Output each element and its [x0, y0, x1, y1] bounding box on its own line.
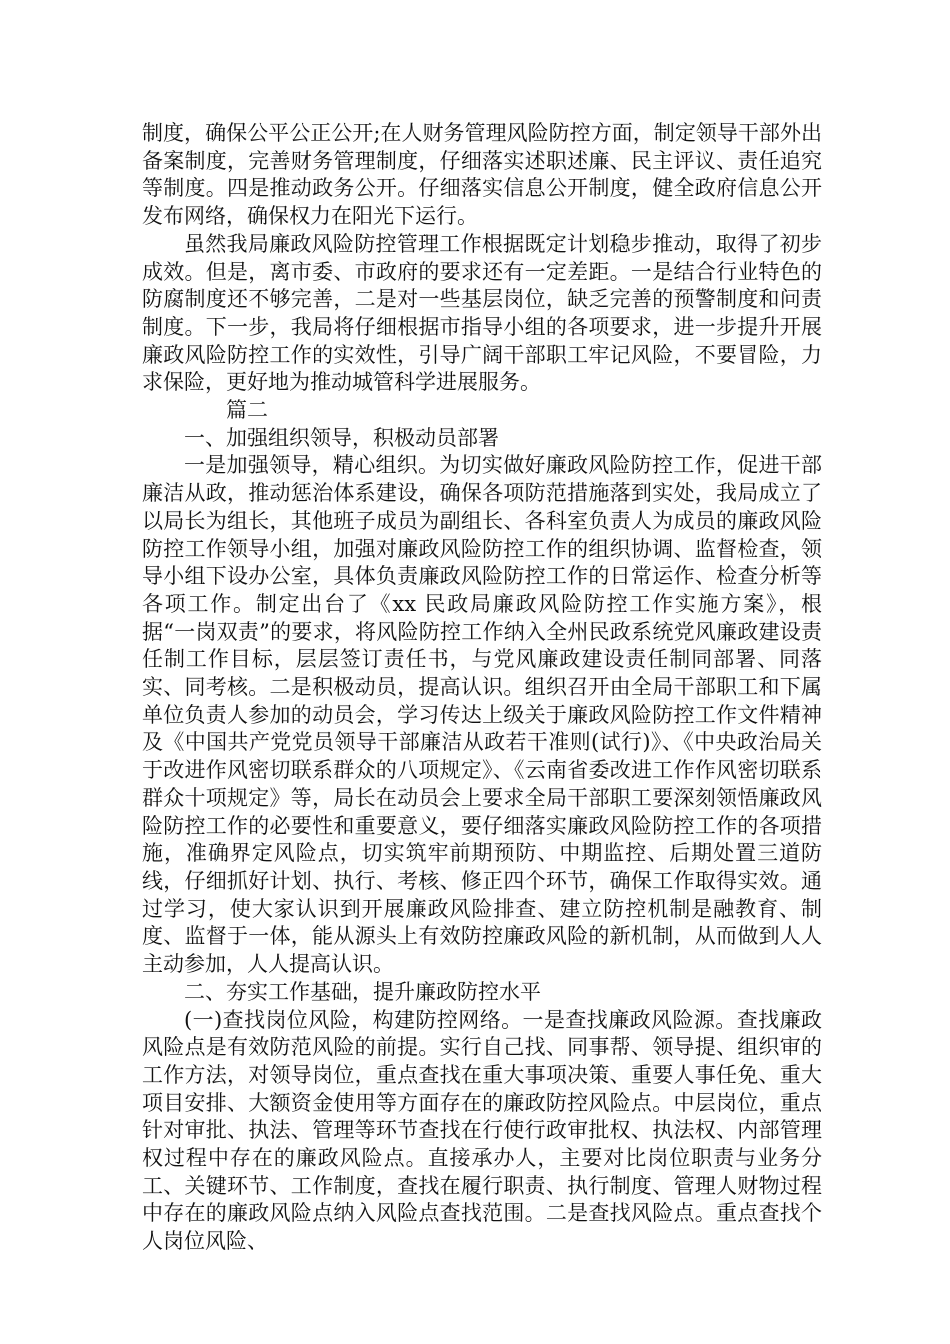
section-heading-2: 二、夯实工作基础，提升廉政防控水平	[184, 979, 541, 1004]
part-label: 篇二	[226, 398, 268, 423]
document-page	[142, 120, 822, 1256]
paragraph-leadership: 一是加强领导，精心组织。为切实做好廉政风险防控工作，促进干部廉洁从政，推动惩治体系建设，确保各项防范措施落到实处，我局成立了以局长为组长，其他班子成员为副组长、各科室负责人为成员的廉政风险防控工作领导小组，加强对廉政风险防控工作的组织协调、监督检查，领导小组下设办公室，具体负责廉政风险防控工作的日常运作、检查分析等各项工作。制定出台了《xx 民政局廉政风险防控工作实施方案》，根据“一岗双责”的要求，将风险防控工作纳入全州民政系统党风廉政建设责任制工作目标，层层签订责任书，与党风廉政建设责任制同部署、同落实、同考核。二是积极动员，提高认识。组织召开由全局干部职工和下属单位负责人参加的动员会，学习传达上级关于廉政风险防控工作文件精神及《中国共产党党员领导干部廉洁从政若干准则(试行)》、《中央政治局关于改进作风密切联系群众的八项规定》、《云南省委改进工作作风密切联系群众十项规定》等，局长在动员会上要求全局干部职工要深刻领悟廉政风险防控工作的必要性和重要意义，要仔细落实廉政风险防控工作的各项措施，准确界定风险点，切实筑牢前期预防、中期监控、后期处置三道防线，仔细抓好计划、执行、考核、修正四个环节，确保工作取得实效。通过学习，使大家认识到开展廉政风险排查、建立防控机制是融教育、制度、监督于一体，能从源头上有效防控廉政风险的新机制，从而做到人人主动参加，人人提高认识。	[142, 453, 822, 977]
paragraph-shortcomings: 虽然我局廉政风险防控管理工作根据既定计划稳步推动，取得了初步成效。但是，离市委、市政府的要求还有一定差距。一是结合行业特色的防腐制度还不够完善，二是对一些基层岗位，缺乏完善的预警制度和问责制度。下一步，我局将仔细根据市指导小组的各项要求，进一步提升开展廉政风险防控工作的实效性，引导广阔干部职工牢记风险，不要冒险，力求保险，更好地为推动城管科学进展服务。	[142, 231, 822, 395]
paragraph-continuation: 制度，确保公平公正公开;在人财务管理风险防控方面，制定领导干部外出备案制度，完善财务管理制度，仔细落实述职述廉、民主评议、责任追究等制度。四是推动政务公开。仔细落实信息公开制度，健全政府信息公开发布网络，确保权力在阳光下运行。	[142, 121, 822, 229]
paragraph-risk-points: (一)查找岗位风险，构建防控网络。一是查找廉政风险源。查找廉政风险点是有效防范风险的前提。实行自己找、同事帮、领导提、组织审的工作方法，对领导岗位，重点查找在重大事项决策、重要人事任免、重大项目安排、大额资金使用等方面存在的廉政防控风险点。中层岗位，重点针对审批、执法、管理等环节查找在行使行政审批权、执法权、内部管理权过程中存在的廉政风险点。直接承办人，主要对比岗位职责与业务分工、关键环节、工作制度，查找在履行职责、执行制度、管理人财物过程中存在的廉政风险点纳入风险点查找范围。二是查找风险点。重点查找个人岗位风险、	[142, 1007, 822, 1254]
section-heading-1: 一、加强组织领导，积极动员部署	[184, 425, 499, 450]
